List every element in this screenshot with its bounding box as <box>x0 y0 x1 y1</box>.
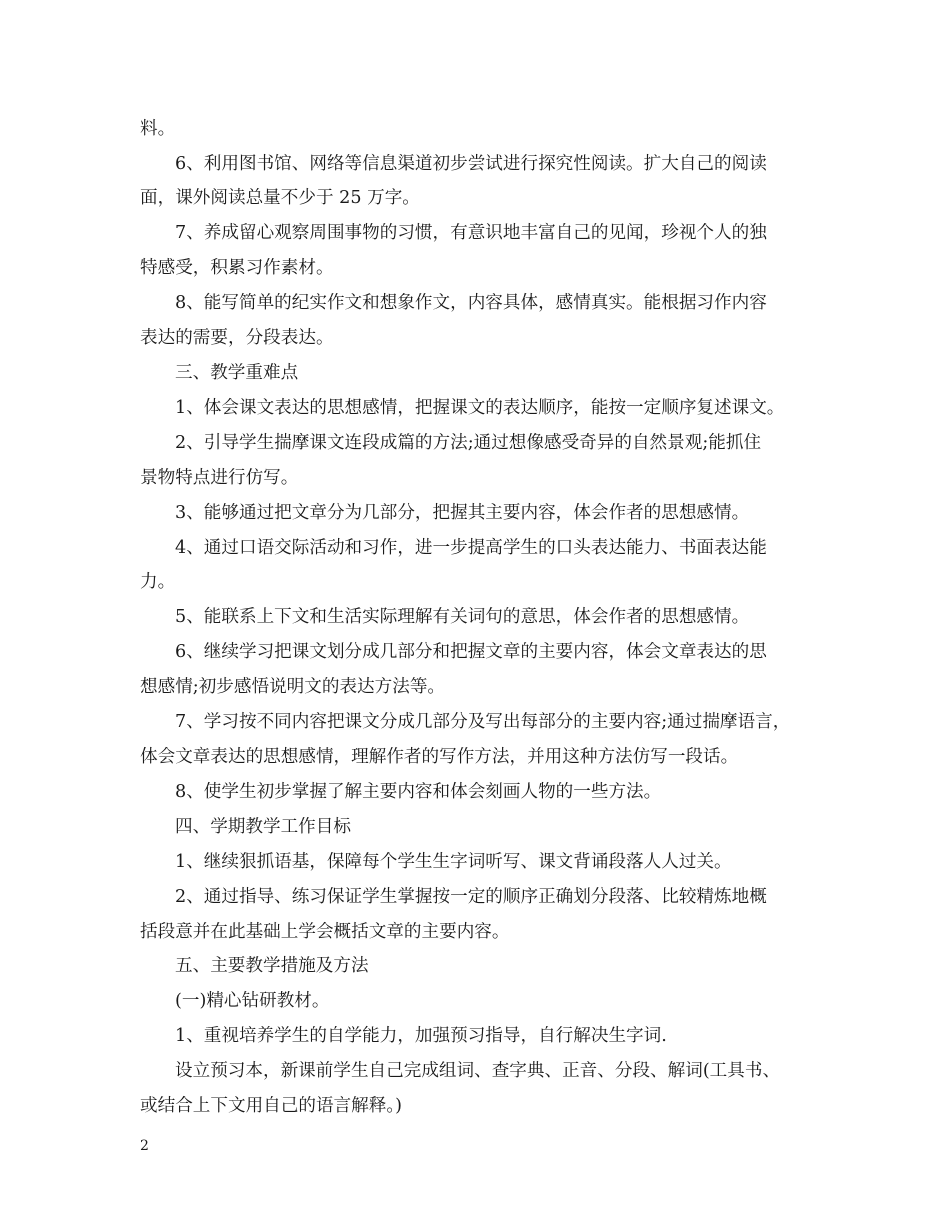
subsection-heading: (一)精心钻研教材。 <box>175 991 330 1011</box>
text-line: 1、继续狠抓语基，保障每个学生生字词听写、课文背诵段落人人过关。 <box>175 852 732 872</box>
text-line: 6、利用图书馆、网络等信息渠道初步尝试进行探究性阅读。扩大自己的阅读 <box>175 154 767 174</box>
text-line: 1、体会课文表达的思想感情，把握课文的表达顺序，能按一定顺序复述课文。 <box>175 398 785 418</box>
text-line: 想感情;初步感悟说明文的表达方法等。 <box>140 677 446 697</box>
text-line: 力。 <box>140 572 176 592</box>
section-heading: 五、主要教学措施及方法 <box>175 956 369 976</box>
text-line: 2、引导学生揣摩课文连段成篇的方法;通过想像感受奇异的自然景观;能抓住 <box>175 433 762 453</box>
text-line: 设立预习本，新课前学生自己完成组词、查字典、正音、分段、解词(工具书、 <box>175 1061 781 1081</box>
text-line: 特感受，积累习作素材。 <box>140 258 334 278</box>
text-line: 6、继续学习把课文划分成几部分和把握文章的主要内容，体会文章表达的思 <box>175 642 767 662</box>
text-line: 景物特点进行仿写。 <box>140 468 299 488</box>
text-line: 8、使学生初步掌握了解主要内容和体会刻画人物的一些方法。 <box>175 782 662 802</box>
text-line: 2、通过指导、练习保证学生掌握按一定的顺序正确划分段落、比较精炼地概 <box>175 887 767 907</box>
text-line: 7、养成留心观察周围事物的习惯，有意识地丰富自己的见闻，珍视个人的独 <box>175 223 767 243</box>
text-line: 1、重视培养学生的自学能力，加强预习指导，自行解决生字词. <box>175 1026 667 1046</box>
text-line: 4、通过口语交际活动和习作，进一步提高学生的口头表达能力、书面表达能 <box>175 538 767 558</box>
page-number: 2 <box>140 1138 149 1154</box>
text-line: 8、能写简单的纪实作文和想象作文，内容具体，感情真实。能根据习作内容 <box>175 293 767 313</box>
section-heading: 四、学期教学工作目标 <box>175 817 351 837</box>
text-line: 括段意并在此基础上学会概括文章的主要内容。 <box>140 922 510 942</box>
text-line: 表达的需要，分段表达。 <box>140 328 334 348</box>
text-line: 3、能够通过把文章分为几部分，把握其主要内容，体会作者的思想感情。 <box>175 503 750 523</box>
text-line: 体会文章表达的思想感情，理解作者的写作方法，并用这种方法仿写一段话。 <box>140 747 739 767</box>
text-line: 或结合上下文用自己的语言解释。) <box>140 1096 402 1116</box>
text-line: 料。 <box>140 119 176 139</box>
section-heading: 三、教学重难点 <box>175 363 299 383</box>
text-line: 面，课外阅读总量不少于 25 万字。 <box>140 188 420 208</box>
text-line: 5、能联系上下文和生活实际理解有关词句的意思，体会作者的思想感情。 <box>175 607 750 627</box>
text-line: 7、学习按不同内容把课文分成几部分及写出每部分的主要内容;通过揣摩语言， <box>175 712 791 732</box>
